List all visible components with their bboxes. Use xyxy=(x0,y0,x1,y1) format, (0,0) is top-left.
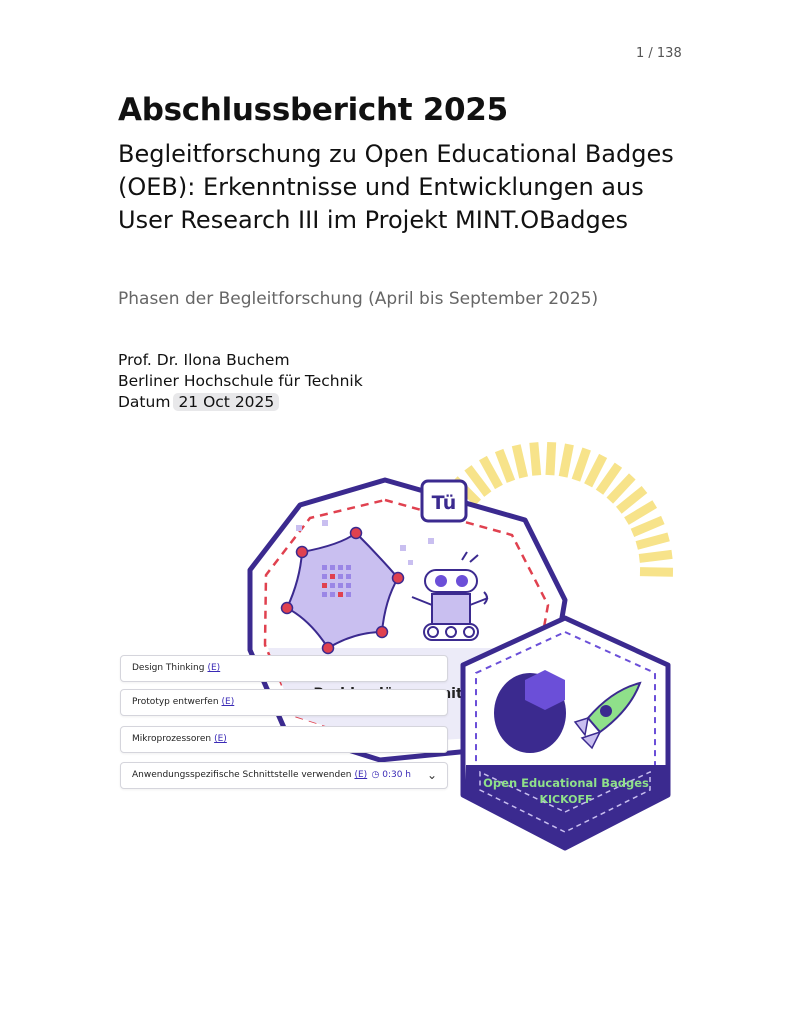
chevron-down-icon[interactable]: ⌄ xyxy=(426,768,437,782)
clock-icon: ◷ xyxy=(371,770,380,780)
robotics-title-line2: mit xyxy=(436,686,463,702)
skill-item[interactable] xyxy=(120,762,448,789)
sun-ray xyxy=(588,456,603,485)
duration-value: 0:30 h xyxy=(382,770,411,780)
skill-item[interactable] xyxy=(120,655,448,682)
kickoff-badge xyxy=(463,618,668,848)
report-title: Abschlussbericht 2025 xyxy=(118,92,508,128)
kickoff-title-line1: Open Educational Badges xyxy=(483,776,649,790)
sun-ray xyxy=(534,442,537,475)
skill-label: Prototyp entwerfen xyxy=(132,697,219,707)
sun-ray xyxy=(640,572,673,573)
sun-ray xyxy=(483,458,499,487)
sun-ray xyxy=(499,451,511,482)
skill-label: Design Thinking xyxy=(132,663,205,673)
sun-ray xyxy=(550,442,552,475)
skill-item[interactable] xyxy=(120,689,448,716)
skill-tag-link[interactable]: (E) xyxy=(221,697,235,707)
sun-ray xyxy=(626,504,654,521)
kickoff-title-line2: KICKOFF xyxy=(539,793,593,806)
skill-label: Mikroprozessoren xyxy=(132,734,212,744)
sun-ray xyxy=(632,520,662,533)
date-chip: 21 Oct 2025 xyxy=(173,393,279,411)
sun-ray xyxy=(576,449,587,480)
date-label: Datum xyxy=(118,393,171,411)
sun-ray xyxy=(516,445,523,477)
skill-tag-link[interactable]: (E) xyxy=(214,734,227,744)
page-indicator: 1 / 138 xyxy=(636,46,682,61)
skill-tag-link[interactable]: (E) xyxy=(207,663,221,673)
skill-label: Anwendungsspezifische Schnittstelle verwenden xyxy=(132,770,352,780)
skill-duration xyxy=(371,763,411,788)
skill-item[interactable] xyxy=(120,726,448,753)
author-name: Prof. Dr. Ilona Buchem xyxy=(118,351,290,369)
author-institution: Berliner Hochschule für Technik xyxy=(118,372,363,390)
sun-ray xyxy=(563,444,569,476)
sun-ray xyxy=(637,537,669,546)
skill-tag-link[interactable]: (E) xyxy=(354,770,368,780)
sun-ray xyxy=(639,554,672,558)
research-phase: Phasen der Begleitforschung (April bis September 2025) xyxy=(118,289,599,309)
university-logo: Tü xyxy=(431,492,457,514)
report-subtitle: Begleitforschung zu Open Educational Badges (OEB): Erkenntnisse und Entwicklungen aus User Research III im Projekt MINT.OBadges xyxy=(118,140,674,234)
